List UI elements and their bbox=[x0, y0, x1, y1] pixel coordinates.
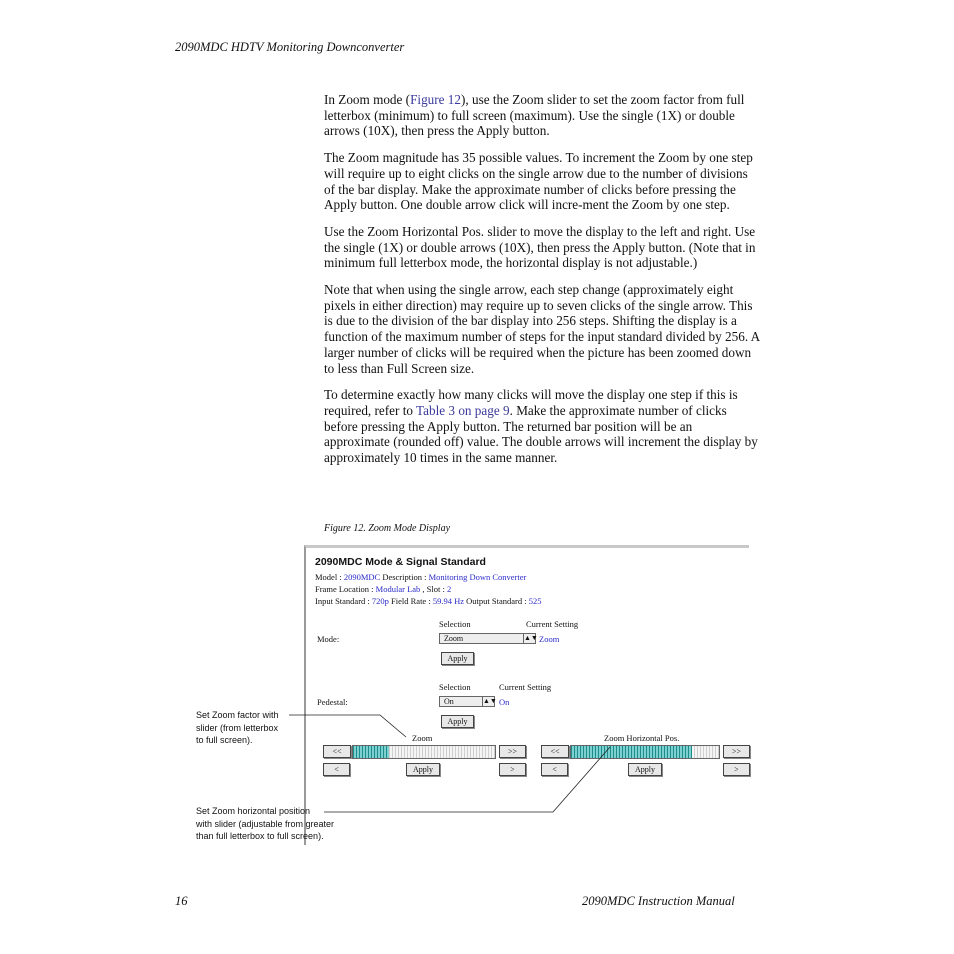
figure-caption: Figure 12. Zoom Mode Display bbox=[324, 523, 451, 534]
frame-line: Frame Location : Modular Lab , Slot : 2 bbox=[315, 584, 452, 594]
updown-arrow-icon: ▲▼ bbox=[483, 697, 497, 705]
callout-zoom: Set Zoom factor with slider (from letterbox to full screen). bbox=[196, 710, 279, 745]
updown-arrow-icon: ▲▼ bbox=[524, 634, 538, 642]
zoom-single-right-button[interactable]: > bbox=[499, 763, 526, 776]
body-text bbox=[324, 92, 760, 477]
mode-current-value: Zoom bbox=[539, 634, 560, 644]
zoom-double-left-button[interactable]: << bbox=[323, 745, 351, 758]
zoom-single-left-button[interactable]: < bbox=[323, 763, 350, 776]
zoom-slider-fill bbox=[353, 746, 389, 758]
page-number: 16 bbox=[175, 894, 188, 908]
zoom-slider[interactable] bbox=[352, 745, 496, 759]
pedestal-label: Pedestal: bbox=[317, 697, 348, 707]
hpos-double-left-button[interactable]: << bbox=[541, 745, 569, 758]
pedestal-current-value: On bbox=[499, 697, 510, 707]
paragraph-4: Note that when using the single arrow, each step change (approximately eight pixels in either direction) may require up to seven clicks of the single arrow. This is due to the division of the bar display into 256 steps. Shifting the display is a function of the maximum number of steps for the input standard divided by 256. A larger number of clicks will be required when the picture has been zoomed down to less than Full Screen size. bbox=[324, 282, 760, 376]
running-header: 2090MDC HDTV Monitoring Downconverter bbox=[175, 40, 405, 54]
pedestal-select[interactable]: On ▲▼ bbox=[439, 696, 495, 707]
figure-title: 2090MDC Mode & Signal Standard bbox=[315, 556, 486, 568]
zoom-double-right-button[interactable]: >> bbox=[499, 745, 526, 758]
hpos-slider-fill bbox=[571, 746, 692, 758]
callout-hpos: Set Zoom horizontal position with slider (adjustable from greater than full letterbox to full screen). bbox=[196, 806, 335, 841]
current-setting-header-2: Current Setting bbox=[499, 682, 552, 692]
hpos-slider[interactable] bbox=[570, 745, 720, 759]
selection-header: Selection bbox=[439, 619, 471, 629]
paragraph-3: Use the Zoom Horizontal Pos. slider to move the display to the left and right. Use the single (1X) or double arrows (10X), then press the Apply button. (Note that in minimum full letterbox mode, the horizontal display is not adjustable.) bbox=[324, 223, 756, 271]
hpos-double-right-button[interactable]: >> bbox=[723, 745, 750, 758]
table-link[interactable]: Table 3 on page 9 bbox=[416, 402, 510, 418]
hpos-single-right-button[interactable]: > bbox=[723, 763, 750, 776]
zoom-apply-button[interactable]: Apply bbox=[406, 763, 440, 776]
mode-select[interactable]: Zoom ▲▼ bbox=[439, 633, 536, 644]
mode-label: Mode: bbox=[317, 634, 340, 644]
standard-line: Input Standard : 720p Field Rate : 59.94 Hz Output Standard : 525 bbox=[315, 596, 542, 606]
paragraph-1: In Zoom mode (Figure 12), use the Zoom slider to set the zoom factor from full letterbox (minimum) to full screen (maximum). Use the single (1X) or double arrows (10X), then press the Apply button. bbox=[324, 92, 745, 139]
hpos-label: Zoom Horizontal Pos. bbox=[604, 733, 680, 743]
manual-title: 2090MDC Instruction Manual bbox=[582, 894, 735, 908]
mode-apply-button[interactable]: Apply bbox=[441, 652, 474, 665]
hpos-apply-button[interactable]: Apply bbox=[628, 763, 662, 776]
model-line: Model : 2090MDC Description : Monitoring Down Converter bbox=[315, 572, 527, 582]
paragraph-5: To determine exactly how many clicks will move the display one step if this is required, refer to Table 3 on page 9. Make the approximate number of clicks before pressing the Apply button. The returned bar position will be an approximate (rounded off) value. The double arrows will increment the display by approximately 10 times in the same manner. bbox=[324, 387, 758, 466]
current-setting-header: Current Setting bbox=[526, 619, 579, 629]
paragraph-2: The Zoom magnitude has 35 possible values. To increment the Zoom by one step will require up to eight clicks on the single arrow due to the number of divisions of the bar display. Make the approximate number of clicks before pressing the Apply button. One double arrow click will incre-ment the Zoom by one step. bbox=[324, 150, 753, 213]
selection-header-2: Selection bbox=[439, 682, 471, 692]
zoom-label: Zoom bbox=[412, 733, 433, 743]
pedestal-apply-button[interactable]: Apply bbox=[441, 715, 474, 728]
figure-link[interactable]: Figure 12 bbox=[410, 92, 461, 107]
zoom-mode-figure bbox=[304, 545, 749, 845]
hpos-single-left-button[interactable]: < bbox=[541, 763, 568, 776]
